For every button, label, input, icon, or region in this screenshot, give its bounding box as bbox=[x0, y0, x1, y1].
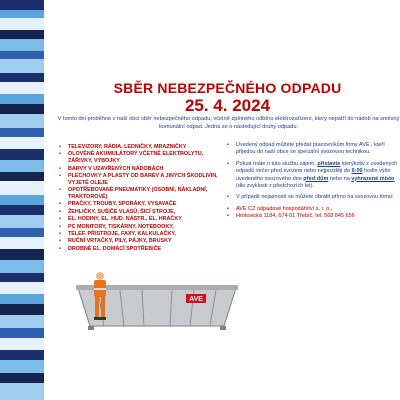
stripe bbox=[0, 350, 44, 360]
stripe bbox=[0, 294, 44, 304]
intro-paragraph: V tomto dni proběhne v naší obci sběr nebezpečného odpadu, včetně zpětného odběru elektrozařízení, který nepatří do nádob na směsný komunální odpad. Jedná se o následující druhy odpadu: bbox=[57, 116, 400, 130]
emphasis-text: před dům bbox=[303, 175, 329, 182]
stripe bbox=[0, 360, 44, 373]
paragraph-text: kterýkoliv z uvedených odpadů večer před svozem nebo nejpozději do bbox=[236, 160, 398, 175]
paragraph-text: hodin výše uvedeného svozového dne bbox=[236, 168, 391, 182]
stripe bbox=[0, 195, 44, 205]
company-address bbox=[226, 213, 398, 220]
list-item: • TELEVIZORY, RÁDIA, LEDNIČKY, MRAZNIČKY bbox=[56, 144, 222, 151]
bullet-icon: ▪ bbox=[227, 213, 229, 220]
stripe bbox=[0, 73, 44, 82]
paragraph-text: V případě nejasností se můžete obrátit přímo na svozovou firmu: bbox=[236, 194, 394, 201]
paragraph-text: AVE CZ odpadové hospodářství s. r. o., bbox=[236, 205, 333, 212]
instruction-paragraph bbox=[226, 161, 398, 191]
waste-item-list bbox=[56, 144, 222, 253]
paragraph-text: Hrotovická 1184, 674 01 Třebíč, tel. 568 845 656 bbox=[236, 213, 355, 220]
list-item: • EL. HODINY, EL. HUD. NÁSTR., EL. HRAČKY bbox=[56, 216, 222, 223]
decorative-stripe-bar bbox=[0, 0, 44, 400]
stripe bbox=[0, 137, 44, 149]
stripe bbox=[0, 282, 44, 294]
bullet-icon: ▪ bbox=[227, 194, 229, 201]
emphasis-text: přistavte bbox=[317, 160, 341, 167]
stripe bbox=[0, 172, 44, 181]
paragraph-text: Uvedený odpad můžete předat pracovníkům firmy AVE , kteří přijedou do naší obce se speciální svozovou technikou. bbox=[236, 142, 385, 156]
worker-leg bbox=[95, 297, 99, 317]
list-item: • BARVY V UZAVŘENÝCH NÁDOBÁCH bbox=[56, 166, 222, 173]
stripe bbox=[0, 82, 44, 94]
stripe bbox=[0, 18, 44, 30]
stripe bbox=[0, 149, 44, 160]
collection-date: 25. 4. 2024 bbox=[184, 96, 271, 115]
list-item: • RUČNÍ VRTAČKY, PILY, PÁJKY, BRUSKY bbox=[56, 238, 222, 245]
stripe bbox=[0, 215, 44, 228]
list-item: • OPOTŘEBOVANÉ PNEUMATIKY (OSOBNÍ, NÁKLADNÍ, TRAKTOROVÉ) bbox=[56, 187, 222, 201]
stripe bbox=[0, 128, 44, 137]
stripe bbox=[0, 104, 44, 114]
container-foot bbox=[88, 326, 94, 330]
stripe bbox=[0, 260, 44, 273]
stripe bbox=[0, 160, 44, 172]
stripe bbox=[0, 39, 44, 51]
list-item: • DROBNÉ EL. DOMÁCÍ SPOTŘEBIČE bbox=[56, 246, 222, 253]
stripe bbox=[0, 181, 44, 195]
ave-logo-text: AVE bbox=[189, 296, 203, 303]
stripe bbox=[0, 10, 44, 18]
instructions-column bbox=[226, 142, 398, 221]
stripe bbox=[0, 51, 44, 59]
stripe bbox=[0, 30, 44, 39]
list-item: • OLOVĚNÉ AKUMULÁTORY VČETNĚ ELEKTROLYTU, ZÁŘIVKY, VÝBOJKY bbox=[56, 151, 222, 165]
bullet-icon: ▪ bbox=[227, 160, 229, 167]
stripe bbox=[0, 273, 44, 282]
stripe bbox=[0, 338, 44, 350]
worker-boot bbox=[94, 317, 100, 320]
emphasis-text: vyhrazené místo bbox=[351, 175, 395, 182]
page-title: SBĚR NEBEZPEČNÉHO ODPADU bbox=[113, 80, 342, 96]
stripe bbox=[0, 237, 44, 249]
instruction-paragraph bbox=[226, 194, 398, 201]
worker-leg bbox=[101, 297, 105, 317]
stripe bbox=[0, 304, 44, 315]
emphasis-text: 6:00 bbox=[351, 168, 363, 175]
paragraph-text: nebo na bbox=[328, 175, 352, 182]
stripe bbox=[0, 315, 44, 328]
list-item: • PRAČKY, TROUBY, SPORÁKY, VYSAVAČE bbox=[56, 201, 222, 208]
list-item: • TELEF. PŘÍSTROJE, FAXY, KALKULAČKY, bbox=[56, 231, 222, 238]
stripe bbox=[0, 249, 44, 260]
worker-boot bbox=[100, 317, 106, 320]
bullet-icon: ▪ bbox=[227, 142, 229, 148]
stripe bbox=[0, 205, 44, 215]
stripe bbox=[0, 383, 44, 400]
worker-head bbox=[96, 272, 104, 280]
worker-illustration bbox=[90, 271, 110, 321]
instruction-paragraph bbox=[226, 142, 398, 157]
bullet-icon: ▪ bbox=[227, 205, 229, 212]
stripe bbox=[0, 94, 44, 104]
paragraph-text: (dle zvyklosti z předchozích let). bbox=[236, 183, 314, 190]
company-name bbox=[226, 206, 398, 213]
list-item: • PLECHOVKY A PLASTY OD BAREV A JINÝCH ŠKODLIVIN, VYJETÉ OLEJE bbox=[56, 173, 222, 187]
stripe bbox=[0, 328, 44, 338]
container-foot bbox=[220, 326, 226, 330]
paragraph-text: Pokud máte o tuto službu zájem, bbox=[236, 160, 318, 167]
worker-reflective-stripe bbox=[94, 288, 106, 290]
stripe bbox=[0, 373, 44, 383]
stripe bbox=[0, 0, 44, 10]
stripe bbox=[0, 114, 44, 128]
stripe bbox=[0, 228, 44, 237]
list-item: • PC MONITORY, TISKÁRNY, NOTEBOOKY, bbox=[56, 224, 222, 231]
list-item: • ŽEHLIČKY, SUŠIČE VLASŮ, ŠICÍ STROJE, bbox=[56, 209, 222, 216]
stripe bbox=[0, 59, 44, 73]
